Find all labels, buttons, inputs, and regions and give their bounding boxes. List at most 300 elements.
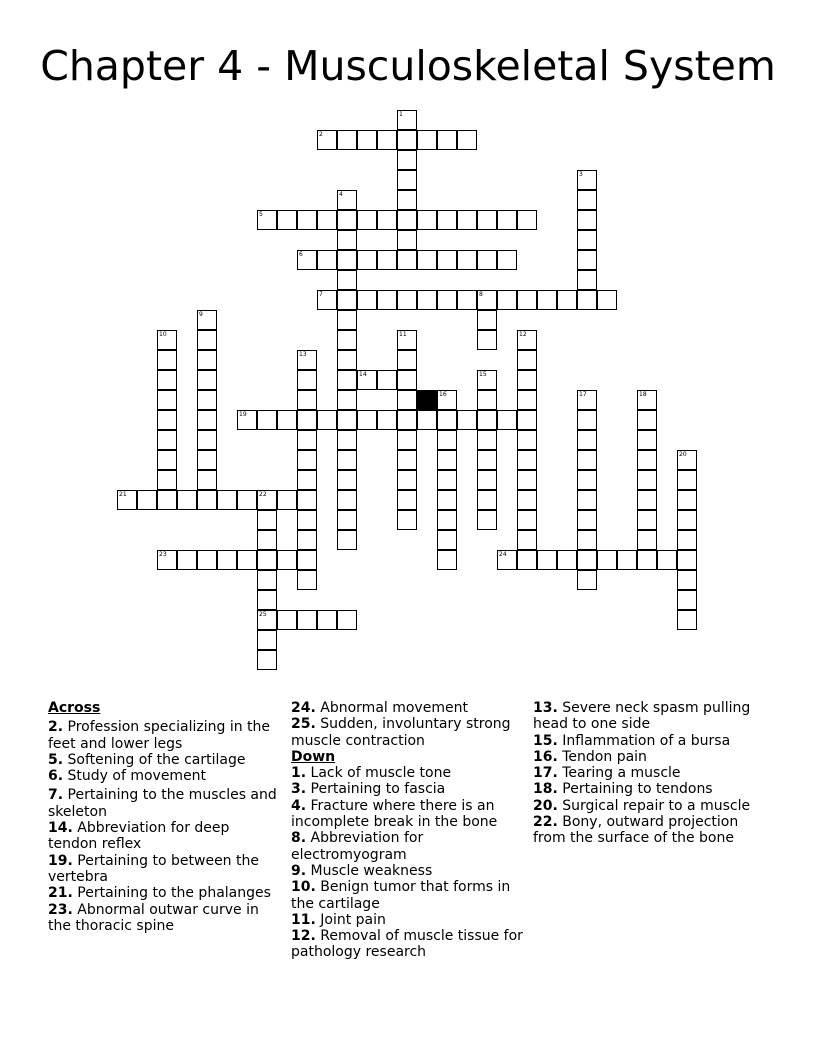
clue-number: 7. bbox=[48, 787, 64, 804]
grid-cell[interactable] bbox=[577, 210, 597, 230]
grid-cell[interactable] bbox=[437, 210, 457, 230]
grid-cell[interactable] bbox=[477, 330, 497, 350]
grid-cell[interactable] bbox=[237, 490, 257, 510]
down-clue bbox=[291, 765, 523, 781]
grid-cell[interactable] bbox=[337, 610, 357, 630]
grid-cell[interactable] bbox=[197, 450, 217, 470]
grid-cell[interactable] bbox=[577, 290, 597, 310]
grid-cell[interactable] bbox=[637, 390, 657, 410]
grid-cell[interactable] bbox=[377, 410, 397, 430]
grid-cell[interactable] bbox=[377, 370, 397, 390]
down-clue bbox=[533, 781, 773, 797]
grid-cell[interactable] bbox=[397, 490, 417, 510]
grid-cell[interactable] bbox=[577, 190, 597, 210]
grid-cell[interactable] bbox=[397, 370, 417, 390]
grid-cell[interactable] bbox=[197, 430, 217, 450]
grid-cell[interactable] bbox=[337, 310, 357, 330]
clue-number-label: 3 bbox=[579, 171, 583, 178]
grid-cell[interactable] bbox=[337, 390, 357, 410]
grid-cell[interactable] bbox=[517, 470, 537, 490]
clue-text: Sudden, involuntary strong muscle contraction bbox=[291, 716, 511, 749]
grid-cell[interactable] bbox=[497, 210, 517, 230]
grid-cell[interactable] bbox=[617, 550, 637, 570]
down-clue bbox=[291, 912, 523, 928]
clue-number-label: 13 bbox=[299, 351, 307, 358]
clue-number-label: 4 bbox=[339, 191, 343, 198]
grid-cell[interactable] bbox=[357, 210, 377, 230]
grid-cell[interactable] bbox=[397, 130, 417, 150]
down-clue bbox=[291, 863, 523, 879]
grid-cell[interactable] bbox=[337, 510, 357, 530]
grid-cell[interactable] bbox=[357, 290, 377, 310]
clue-number-label: 22 bbox=[259, 491, 267, 498]
grid-cell[interactable] bbox=[337, 410, 357, 430]
clue-number-label: 17 bbox=[579, 391, 587, 398]
grid-cell[interactable] bbox=[517, 330, 537, 350]
clue-text: Joint pain bbox=[315, 911, 386, 928]
down-clue bbox=[291, 830, 523, 863]
grid-cell[interactable] bbox=[237, 410, 257, 430]
grid-cell[interactable] bbox=[497, 550, 517, 570]
grid-cell[interactable] bbox=[257, 510, 277, 530]
grid-cell[interactable] bbox=[397, 430, 417, 450]
clue-number-label: 16 bbox=[439, 391, 447, 398]
clue-number: 13. bbox=[533, 700, 558, 716]
grid-cell[interactable] bbox=[377, 290, 397, 310]
grid-cell[interactable] bbox=[177, 490, 197, 510]
grid-cell[interactable] bbox=[637, 450, 657, 470]
grid-cell[interactable] bbox=[297, 250, 317, 270]
clue-text: Study of movement bbox=[63, 768, 207, 785]
grid-cell[interactable] bbox=[337, 270, 357, 290]
grid-cell[interactable] bbox=[577, 430, 597, 450]
grid-cell[interactable] bbox=[577, 170, 597, 190]
clue-number: 16. bbox=[533, 748, 558, 765]
grid-cell[interactable] bbox=[297, 490, 317, 510]
page-title: Chapter 4 - Musculoskeletal System bbox=[40, 42, 776, 90]
grid-cell[interactable] bbox=[677, 490, 697, 510]
grid-cell[interactable] bbox=[677, 590, 697, 610]
grid-cell[interactable] bbox=[197, 410, 217, 430]
grid-cell[interactable] bbox=[397, 390, 417, 410]
across-clue-list-continued bbox=[291, 700, 523, 749]
grid-cell[interactable] bbox=[397, 110, 417, 130]
grid-cell[interactable] bbox=[337, 470, 357, 490]
clue-number-label: 7 bbox=[319, 291, 323, 298]
grid-cell[interactable] bbox=[337, 230, 357, 250]
clue-number-label: 8 bbox=[479, 291, 483, 298]
across-clue bbox=[48, 885, 278, 901]
clue-number: 8. bbox=[291, 830, 307, 847]
grid-cell[interactable] bbox=[337, 250, 357, 270]
grid-cell[interactable] bbox=[337, 190, 357, 210]
grid-cell[interactable] bbox=[297, 450, 317, 470]
grid-cell[interactable] bbox=[277, 550, 297, 570]
grid-cell[interactable] bbox=[317, 610, 337, 630]
across-clue bbox=[48, 719, 278, 752]
down-clue bbox=[533, 749, 773, 765]
grid-cell[interactable] bbox=[337, 530, 357, 550]
clue-number: 11. bbox=[291, 911, 316, 928]
grid-cell[interactable] bbox=[677, 550, 697, 570]
clue-number: 17. bbox=[533, 765, 558, 782]
grid-cell[interactable] bbox=[677, 510, 697, 530]
grid-cell[interactable] bbox=[157, 550, 177, 570]
grid-cell[interactable] bbox=[257, 630, 277, 650]
grid-cell[interactable] bbox=[677, 610, 697, 630]
grid-cell[interactable] bbox=[477, 390, 497, 410]
clue-number-label: 11 bbox=[399, 331, 407, 338]
grid-cell[interactable] bbox=[517, 510, 537, 530]
grid-cell[interactable] bbox=[317, 410, 337, 430]
down-clue bbox=[291, 928, 523, 961]
grid-cell[interactable] bbox=[197, 350, 217, 370]
clue-number: 25. bbox=[291, 716, 316, 733]
clue-number-label: 9 bbox=[199, 311, 203, 318]
grid-cell[interactable] bbox=[597, 550, 617, 570]
grid-cell[interactable] bbox=[577, 490, 597, 510]
grid-cell[interactable] bbox=[457, 410, 477, 430]
grid-cell[interactable] bbox=[557, 550, 577, 570]
grid-cell[interactable] bbox=[197, 310, 217, 330]
clue-number-label: 19 bbox=[239, 411, 247, 418]
grid-cell[interactable] bbox=[317, 210, 337, 230]
grid-cell[interactable] bbox=[677, 470, 697, 490]
grid-cell[interactable] bbox=[577, 530, 597, 550]
grid-cell[interactable] bbox=[517, 410, 537, 430]
grid-cell[interactable] bbox=[677, 450, 697, 470]
grid-cell[interactable] bbox=[277, 410, 297, 430]
grid-cell[interactable] bbox=[477, 490, 497, 510]
grid-cell[interactable] bbox=[577, 410, 597, 430]
grid-cell[interactable] bbox=[397, 150, 417, 170]
grid-cell[interactable] bbox=[157, 330, 177, 350]
grid-cell[interactable] bbox=[437, 510, 457, 530]
grid-cell[interactable] bbox=[477, 250, 497, 270]
grid-cell[interactable] bbox=[257, 550, 277, 570]
grid-cell[interactable] bbox=[397, 510, 417, 530]
clue-number: 18. bbox=[533, 781, 558, 798]
across-clue bbox=[48, 752, 278, 768]
grid-cell[interactable] bbox=[517, 390, 537, 410]
grid-cell[interactable] bbox=[337, 130, 357, 150]
clue-text: Lack of muscle tone bbox=[306, 765, 452, 782]
grid-cell[interactable] bbox=[637, 530, 657, 550]
grid-cell[interactable] bbox=[157, 490, 177, 510]
grid-cell[interactable] bbox=[257, 590, 277, 610]
grid-cell[interactable] bbox=[677, 570, 697, 590]
grid-cell[interactable] bbox=[257, 650, 277, 670]
grid-cell[interactable] bbox=[637, 550, 657, 570]
grid-cell[interactable] bbox=[517, 450, 537, 470]
grid-cell[interactable] bbox=[357, 130, 377, 150]
grid-cell[interactable] bbox=[217, 550, 237, 570]
grid-cell[interactable] bbox=[397, 410, 417, 430]
grid-cell[interactable] bbox=[297, 610, 317, 630]
grid-cell[interactable] bbox=[457, 130, 477, 150]
grid-cell[interactable] bbox=[277, 210, 297, 230]
down-clue bbox=[291, 879, 523, 912]
clue-number: 10. bbox=[291, 879, 316, 896]
grid-cell[interactable] bbox=[637, 490, 657, 510]
grid-cell[interactable] bbox=[197, 330, 217, 350]
grid-cell[interactable] bbox=[637, 430, 657, 450]
grid-cell[interactable] bbox=[437, 530, 457, 550]
grid-cell[interactable] bbox=[497, 410, 517, 430]
clue-number: 20. bbox=[533, 797, 558, 814]
grid-cell[interactable] bbox=[517, 430, 537, 450]
clue-text: Abnormal outwar curve in the thoracic spine bbox=[48, 901, 259, 934]
clue-number: 14. bbox=[48, 820, 73, 837]
grid-cell[interactable] bbox=[477, 430, 497, 450]
grid-cell[interactable] bbox=[517, 550, 537, 570]
clue-number: 24. bbox=[291, 700, 316, 716]
across-clue bbox=[48, 787, 278, 820]
grid-cell[interactable] bbox=[297, 530, 317, 550]
clue-number: 15. bbox=[533, 732, 558, 749]
clue-number-label: 12 bbox=[519, 331, 527, 338]
grid-cell[interactable] bbox=[137, 490, 157, 510]
grid-cell[interactable] bbox=[297, 430, 317, 450]
grid-cell[interactable] bbox=[517, 370, 537, 390]
grid-cell[interactable] bbox=[437, 290, 457, 310]
clue-number-label: 23 bbox=[159, 551, 167, 558]
grid-cell[interactable] bbox=[437, 130, 457, 150]
grid-cell[interactable] bbox=[437, 430, 457, 450]
grid-cell[interactable] bbox=[537, 290, 557, 310]
grid-cell[interactable] bbox=[437, 550, 457, 570]
grid-cell[interactable] bbox=[457, 210, 477, 230]
clue-text: Removal of muscle tissue for pathology research bbox=[291, 928, 523, 961]
grid-cell[interactable] bbox=[297, 350, 317, 370]
grid-cell[interactable] bbox=[297, 470, 317, 490]
grid-cell[interactable] bbox=[297, 550, 317, 570]
clue-number: 3. bbox=[291, 781, 307, 798]
grid-cell[interactable] bbox=[357, 250, 377, 270]
grid-cell[interactable] bbox=[397, 190, 417, 210]
grid-cell[interactable] bbox=[437, 490, 457, 510]
grid-cell[interactable] bbox=[457, 250, 477, 270]
grid-cell[interactable] bbox=[297, 210, 317, 230]
grid-cell[interactable] bbox=[577, 270, 597, 290]
grid-cell[interactable] bbox=[397, 450, 417, 470]
grid-cell[interactable] bbox=[157, 430, 177, 450]
grid-cell[interactable] bbox=[157, 390, 177, 410]
across-clue-list bbox=[48, 719, 278, 934]
grid-cell[interactable] bbox=[197, 550, 217, 570]
grid-cell[interactable] bbox=[577, 510, 597, 530]
grid-cell[interactable] bbox=[337, 290, 357, 310]
grid-cell[interactable] bbox=[477, 470, 497, 490]
grid-cell[interactable] bbox=[397, 230, 417, 250]
clue-text: Pertaining to the phalanges bbox=[72, 885, 271, 902]
grid-cell[interactable] bbox=[477, 290, 497, 310]
grid-cell[interactable] bbox=[577, 550, 597, 570]
down-clue-list-continued bbox=[533, 700, 773, 847]
clue-column-2 bbox=[291, 700, 523, 961]
grid-cell[interactable] bbox=[337, 490, 357, 510]
grid-cell[interactable] bbox=[357, 410, 377, 430]
black-cell bbox=[417, 390, 437, 410]
grid-cell[interactable] bbox=[197, 490, 217, 510]
grid-cell[interactable] bbox=[277, 490, 297, 510]
grid-cell[interactable] bbox=[297, 390, 317, 410]
clue-text: Pertaining to fascia bbox=[306, 781, 446, 798]
grid-cell[interactable] bbox=[457, 290, 477, 310]
clue-column-1 bbox=[48, 700, 278, 934]
grid-cell[interactable] bbox=[637, 470, 657, 490]
clue-text: Surgical repair to a muscle bbox=[557, 797, 751, 814]
grid-cell[interactable] bbox=[257, 570, 277, 590]
grid-cell[interactable] bbox=[397, 250, 417, 270]
grid-cell[interactable] bbox=[337, 350, 357, 370]
grid-cell[interactable] bbox=[317, 130, 337, 150]
grid-cell[interactable] bbox=[377, 210, 397, 230]
grid-cell[interactable] bbox=[517, 210, 537, 230]
clue-text: Profession specializing in the feet and lower legs bbox=[48, 719, 271, 752]
grid-cell[interactable] bbox=[157, 350, 177, 370]
down-clue bbox=[533, 700, 773, 733]
grid-cell[interactable] bbox=[197, 390, 217, 410]
clue-number-label: 6 bbox=[299, 251, 303, 258]
grid-cell[interactable] bbox=[297, 570, 317, 590]
clue-number: 22. bbox=[533, 814, 558, 831]
grid-cell[interactable] bbox=[477, 310, 497, 330]
grid-cell[interactable] bbox=[177, 550, 197, 570]
grid-cell[interactable] bbox=[337, 210, 357, 230]
grid-cell[interactable] bbox=[417, 290, 437, 310]
clue-number-label: 25 bbox=[259, 611, 267, 618]
clue-number: 12. bbox=[291, 928, 316, 945]
grid-cell[interactable] bbox=[437, 450, 457, 470]
clue-number-label: 2 bbox=[319, 131, 323, 138]
grid-cell[interactable] bbox=[437, 250, 457, 270]
grid-cell[interactable] bbox=[317, 290, 337, 310]
grid-cell[interactable] bbox=[537, 550, 557, 570]
across-clue bbox=[291, 700, 523, 716]
grid-cell[interactable] bbox=[577, 470, 597, 490]
clue-text: Inflammation of a bursa bbox=[557, 732, 731, 749]
clue-number: 6. bbox=[48, 768, 64, 785]
down-clue bbox=[533, 798, 773, 814]
grid-cell[interactable] bbox=[337, 450, 357, 470]
grid-cell[interactable] bbox=[297, 370, 317, 390]
clue-text: Bony, outward projection from the surface of the bone bbox=[533, 814, 739, 847]
grid-cell[interactable] bbox=[157, 450, 177, 470]
grid-cell[interactable] bbox=[577, 450, 597, 470]
grid-cell[interactable] bbox=[157, 470, 177, 490]
grid-cell[interactable] bbox=[577, 250, 597, 270]
clue-number: 4. bbox=[291, 797, 307, 814]
grid-cell[interactable] bbox=[417, 410, 437, 430]
grid-cell[interactable] bbox=[397, 290, 417, 310]
clue-text: Pertaining to the muscles and skeleton bbox=[48, 787, 277, 820]
grid-cell[interactable] bbox=[157, 410, 177, 430]
grid-cell[interactable] bbox=[337, 370, 357, 390]
clue-number: 23. bbox=[48, 901, 73, 918]
grid-cell[interactable] bbox=[477, 410, 497, 430]
grid-cell[interactable] bbox=[197, 470, 217, 490]
across-clue bbox=[291, 716, 523, 749]
grid-cell[interactable] bbox=[517, 530, 537, 550]
clue-number-label: 5 bbox=[259, 211, 263, 218]
grid-cell[interactable] bbox=[157, 370, 177, 390]
grid-cell[interactable] bbox=[377, 250, 397, 270]
grid-cell[interactable] bbox=[397, 210, 417, 230]
grid-cell[interactable] bbox=[397, 330, 417, 350]
grid-cell[interactable] bbox=[337, 330, 357, 350]
down-clue bbox=[533, 814, 773, 847]
grid-cell[interactable] bbox=[257, 410, 277, 430]
grid-cell[interactable] bbox=[217, 490, 237, 510]
grid-cell[interactable] bbox=[297, 410, 317, 430]
grid-cell[interactable] bbox=[257, 490, 277, 510]
grid-cell[interactable] bbox=[377, 130, 397, 150]
across-clue bbox=[48, 902, 278, 935]
grid-cell[interactable] bbox=[417, 250, 437, 270]
grid-cell[interactable] bbox=[637, 410, 657, 430]
grid-cell[interactable] bbox=[637, 510, 657, 530]
grid-cell[interactable] bbox=[277, 610, 297, 630]
grid-cell[interactable] bbox=[417, 210, 437, 230]
grid-cell[interactable] bbox=[657, 550, 677, 570]
clue-text: Benign tumor that forms in the cartilage bbox=[291, 879, 511, 912]
grid-cell[interactable] bbox=[477, 370, 497, 390]
grid-cell[interactable] bbox=[357, 370, 377, 390]
down-clue bbox=[533, 733, 773, 749]
grid-cell[interactable] bbox=[597, 290, 617, 310]
grid-cell[interactable] bbox=[577, 390, 597, 410]
grid-cell[interactable] bbox=[477, 210, 497, 230]
clue-text: Abbreviation for deep tendon reflex bbox=[48, 820, 230, 853]
grid-cell[interactable] bbox=[437, 390, 457, 410]
grid-cell[interactable] bbox=[397, 470, 417, 490]
clue-number: 19. bbox=[48, 852, 73, 869]
clue-number-label: 1 bbox=[399, 111, 403, 118]
grid-cell[interactable] bbox=[437, 410, 457, 430]
grid-cell[interactable] bbox=[437, 470, 457, 490]
grid-cell[interactable] bbox=[497, 290, 517, 310]
grid-cell[interactable] bbox=[517, 490, 537, 510]
across-clue bbox=[48, 853, 278, 886]
grid-cell[interactable] bbox=[497, 250, 517, 270]
grid-cell[interactable] bbox=[577, 570, 597, 590]
grid-cell[interactable] bbox=[397, 350, 417, 370]
grid-cell[interactable] bbox=[197, 370, 217, 390]
grid-cell[interactable] bbox=[417, 130, 437, 150]
down-clue bbox=[533, 765, 773, 781]
grid-cell[interactable] bbox=[297, 510, 317, 530]
clue-number-label: 10 bbox=[159, 331, 167, 338]
clue-text: Severe neck spasm pulling head to one side bbox=[533, 700, 751, 733]
grid-cell[interactable] bbox=[397, 170, 417, 190]
grid-cell[interactable] bbox=[677, 530, 697, 550]
grid-cell[interactable] bbox=[257, 610, 277, 630]
clue-text: Tearing a muscle bbox=[557, 765, 681, 782]
grid-cell[interactable] bbox=[237, 550, 257, 570]
grid-cell[interactable] bbox=[257, 530, 277, 550]
grid-cell[interactable] bbox=[117, 490, 137, 510]
grid-cell[interactable] bbox=[517, 350, 537, 370]
grid-cell[interactable] bbox=[257, 210, 277, 230]
grid-cell[interactable] bbox=[477, 450, 497, 470]
grid-cell[interactable] bbox=[477, 510, 497, 530]
grid-cell[interactable] bbox=[577, 230, 597, 250]
grid-cell[interactable] bbox=[557, 290, 577, 310]
grid-cell[interactable] bbox=[517, 290, 537, 310]
grid-cell[interactable] bbox=[337, 430, 357, 450]
grid-cell[interactable] bbox=[317, 250, 337, 270]
